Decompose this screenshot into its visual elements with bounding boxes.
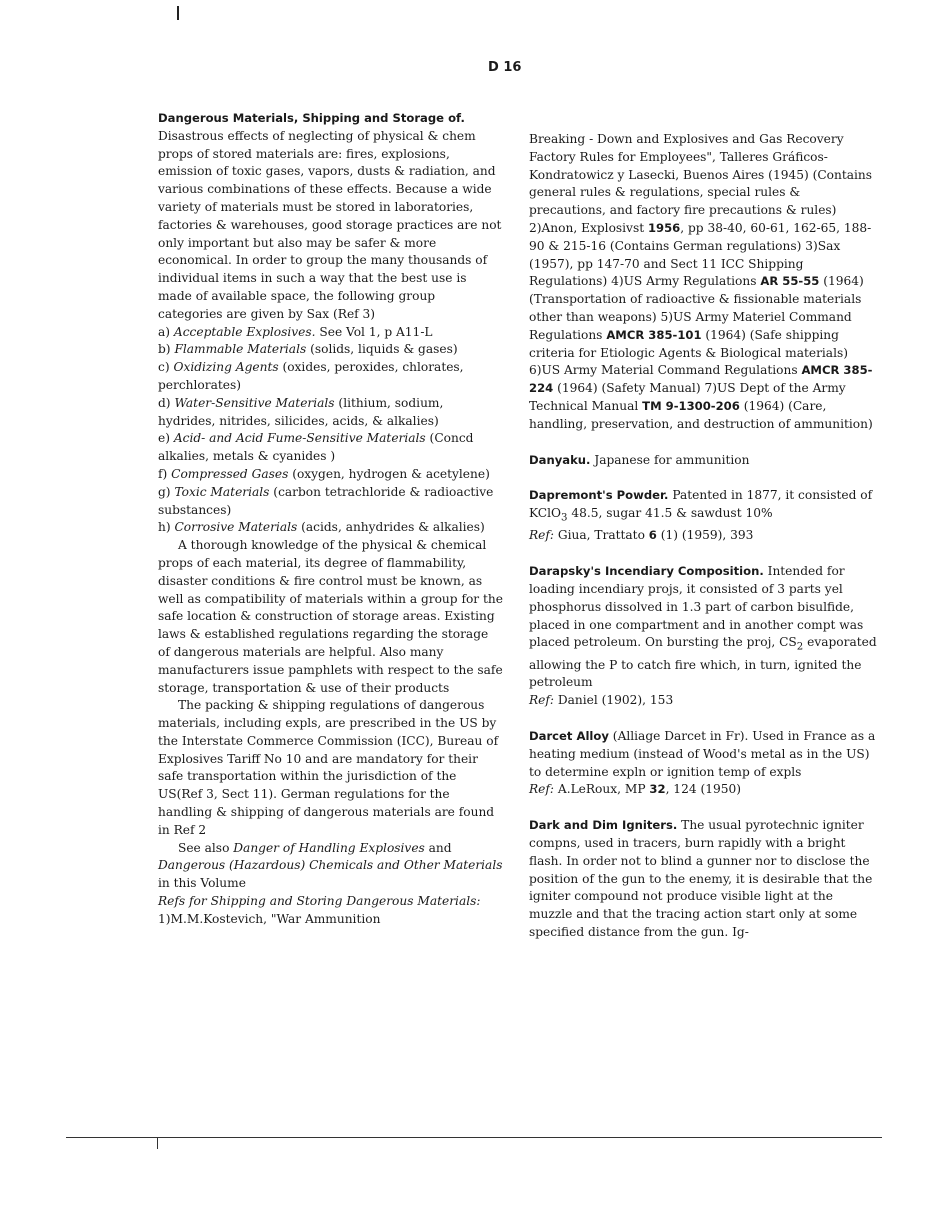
knowledge-paragraph: A thorough knowledge of the physical & chemical props of each material, its degree of flammability, disaster conditions & fire control must be known, as well as compatibility of materials within a group for the safe location & construction of storage areas. Existing laws & established regulations regarding the storage of dangerous materials are helpful. Also many manufacturers issue pamphlets with respect to the safe storage, transportation & use of their products [158, 538, 503, 695]
category-f: f) Compressed Gases (oxygen, hydrogen & acetylene) [158, 466, 490, 481]
intro-paragraph: Disastrous effects of neglecting of physical & chem props of stored materials are: fires, explosions, emission of toxic gases, vapors, dusts & radiation, and various combinations of these effects. Because a wide variety of materials must be stored in laboratories, factories & warehouses, good storage practices are not only important but also may be safer & more economical. In order to group the many thousands of individual items in such a way that the best use is made of available space, the following group categories are given by Sax (Ref 3) [158, 128, 502, 321]
darapsky-entry: Darapsky's Incendiary Composition. Intended for loading incendiary projs, it consisted of 3 parts yel phosphorus dissolved in 1.3 part of carbon bisulfide, placed in one compartment and in another compt was placed petroleum. On bursting the proj, $CS_2$ evaporated allowing the P to catch fire which, in turn, ignited the petroleum [529, 564, 877, 690]
entry-heading: Darcet Alloy [529, 728, 609, 743]
dapremont-entry: Dapremont's Powder. Patented in 1877, it consisted of KClO$_3$ 48.5, sugar 41.5 & sawdust 10% [529, 488, 873, 524]
category-name: Acid- and Acid Fume-Sensitive Materials [173, 431, 426, 446]
category-name: Flammable Materials [174, 342, 307, 357]
page-number: D 16 [488, 60, 522, 75]
category-h: h) Corrosive Materials (acids, anhydrides & alkalies) [158, 520, 485, 535]
references-label: Refs for Shipping and Storing Dangerous Materials: [158, 894, 481, 909]
dangerous-materials-entry [158, 110, 503, 324]
references-start: Refs for Shipping and Storing Dangerous Materials: 1)M.M.Kostevich, "War Ammunition [158, 894, 481, 926]
darcet-entry: Darcet Alloy (Alliage Darcet in Fr). Used in France as a heating medium (instead of Wood's metal as in the US) to determine expln or ignition temp of expls [529, 728, 876, 779]
category-name: Water-Sensitive Materials [174, 395, 335, 410]
bottom-margin-mark [157, 1137, 158, 1149]
entry-heading: Dark and Dim Igniters. [529, 818, 678, 833]
category-e: e) Acid- and Acid Fume-Sensitive Materials (Concd alkalies, metals & cyanides ) [158, 431, 474, 464]
darapsky-ref: Ref: Daniel (1902), 153 [529, 693, 674, 708]
bottom-rule [66, 1137, 882, 1138]
entry-heading: Dapremont's Powder. [529, 488, 669, 503]
see-also-paragraph: See also Danger of Handling Explosives and Dangerous (Hazardous) Chemicals and Other Materials in this Volume [158, 840, 503, 891]
shipping-paragraph: The packing & shipping regulations of dangerous materials, including expls, are prescribed in the US by the Interstate Commerce Commission (ICC), Bureau of Explosives Tariff No 10 and are mandatory for their safe transportation within the jurisdiction of the US(Ref 3, Sect 11). German regulations for the handling & shipping of dangerous materials are found in Ref 2 [158, 698, 499, 837]
entry-heading: Darapsky's Incendiary Composition. [529, 564, 764, 579]
dark-igniters-entry: Dark and Dim Igniters. The usual pyrotechnic igniter compns, used in tracers, burn rapidly with a bright flash. In order not to blind a gunner nor to disclose the position of the gun to the enemy, it is desirable that the igniter compound not produce visible light at the muzzle and that the tracing action start only at some specified distance from the gun. Ig- [529, 818, 873, 939]
category-name: Compressed Gases [171, 466, 289, 481]
category-a: a) Acceptable Explosives. See Vol 1, p A11-L [158, 324, 433, 339]
category-c: c) Oxidizing Agents (oxides, peroxides, chlorates, perchlorates) [158, 360, 464, 392]
category-name: Acceptable Explosives. [173, 324, 316, 339]
category-name: Corrosive Materials [174, 520, 298, 535]
darcet-ref: Ref: A.LeRoux, MP 32, 124 (1950) [529, 782, 741, 797]
category-g: g) Toxic Materials (carbon tetrachloride & radioactive substances) [158, 484, 494, 517]
right-column [529, 131, 879, 942]
category-b: b) Flammable Materials (solids, liquids & gases) [158, 342, 458, 357]
left-column [158, 110, 503, 929]
references-continued: Breaking - Down and Explosives and Gas Recovery Factory Rules for Employees", Talleres Gráficos-Kondratowicz y Lasecki, Buenos Aires (1945) (Contains general rules & regulations, special rules & precautions, and factory fire precautions & rules) 2)Anon, Explosivst 1956, pp 38-40, 60-61, 162-65, 188-90 & 215-16 (Contains German regulations) 3)Sax (1957), pp 147-70 and Sect 11 ICC Shipping Regulations) 4)US Army Regulations AR 55-55 (1964) (Transportation of radioactive & fissionable materials other than weapons) 5)US Army Materiel Command Regulations AMCR 385-101 (1964) (Safe shipping criteria for Etiologic Agents & Biological materials) 6)US Army Material Command Regulations AMCR 385-224 (1964) (Safety Manual) 7)US Dept of the Army Technical Manual TM 9-1300-206 (1964) (Care, handling, preservation, and destruction of ammunition) [529, 132, 873, 431]
category-d: d) Water-Sensitive Materials (lithium, sodium, hydrides, nitrides, silicides, acids, & alkalies) [158, 395, 444, 428]
entry-heading: Dangerous Materials, Shipping and Storage of. [158, 111, 465, 125]
danyaku-entry: Danyaku. Japanese for ammunition [529, 452, 750, 467]
entry-heading: Danyaku. [529, 452, 591, 467]
dapremont-ref: Ref: Giua, Trattato 6 (1) (1959), 393 [529, 528, 754, 543]
category-name: Toxic Materials [174, 484, 270, 499]
top-margin-mark [177, 6, 179, 20]
category-name: Oxidizing Agents [173, 360, 279, 375]
